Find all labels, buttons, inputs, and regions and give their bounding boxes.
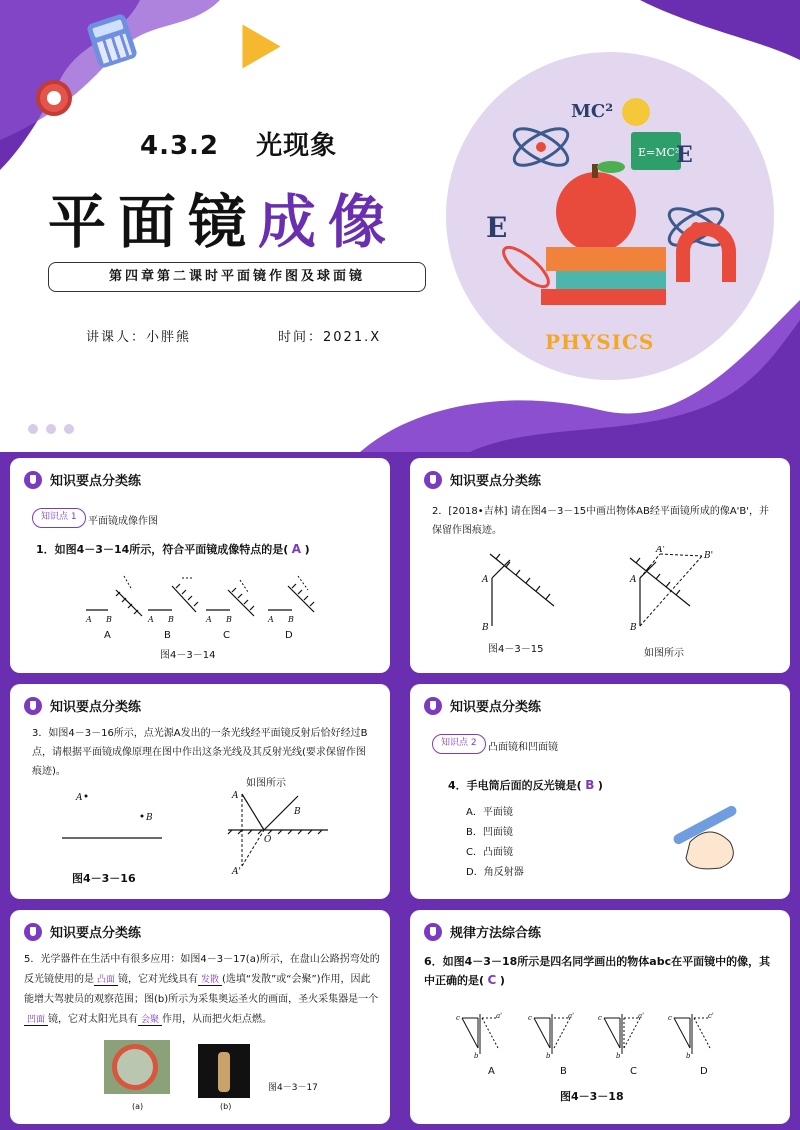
question-end: ) <box>597 779 603 792</box>
option-b: B．凹面镜 <box>466 827 513 838</box>
option-label-a: A <box>488 1066 495 1077</box>
cover-slide <box>0 0 800 452</box>
option-c: C．凸面镜 <box>466 847 513 858</box>
flask-icon <box>24 697 42 715</box>
card-header-label: 知识要点分类练 <box>50 926 142 941</box>
figure-caption: 图4－3－18 <box>560 1090 624 1103</box>
question-text: 4．手电筒后面的反光镜是( <box>448 779 582 792</box>
svg-text:E=MC²: E=MC² <box>638 146 680 159</box>
svg-text:O: O <box>264 835 272 845</box>
convex-mirror-photo <box>104 1040 170 1094</box>
q5-part5: 作用，从而把火炬点燃。 <box>162 1014 273 1025</box>
pager-dots <box>28 424 74 434</box>
question-end: ) <box>499 974 505 987</box>
svg-text:c: c <box>456 1014 460 1022</box>
flask-icon <box>424 923 442 941</box>
torch-photo <box>198 1044 250 1098</box>
svg-text:B: B <box>288 615 294 624</box>
svg-text:b: b <box>616 1052 621 1060</box>
svg-text:A: A <box>232 791 239 801</box>
svg-text:c: c <box>528 1014 532 1022</box>
physics-label: PHYSICS <box>545 330 655 354</box>
pen-hand-icon <box>660 792 750 872</box>
alarm-clock-icon <box>36 80 72 116</box>
svg-text:c: c <box>668 1014 672 1022</box>
fill-3: 凹面 <box>24 1015 48 1026</box>
flask-icon <box>24 471 42 489</box>
photo-label-a: (a) <box>132 1102 144 1111</box>
knowledge-point-desc: 平面镜成像作图 <box>88 516 158 527</box>
card-header <box>424 470 541 489</box>
svg-text:b: b <box>474 1052 479 1060</box>
card-3 <box>10 684 390 899</box>
question-2: 2．[2018•吉林] 请在图4－3－15中画出物体AB经平面镜所成的像A'B'，并保留作图痕迹。 <box>432 506 770 536</box>
option-label-b: B <box>560 1066 567 1077</box>
figure-caption-left: 图4－3－16 <box>72 872 136 885</box>
svg-text:B: B <box>168 615 174 624</box>
knowledge-point-desc: 凸面镜和凹面镜 <box>488 742 558 753</box>
figure-4-3-14 <box>76 570 336 632</box>
card-header <box>24 922 141 941</box>
answer: C <box>487 973 497 987</box>
svg-text:b: b <box>546 1052 551 1060</box>
question-5 <box>24 950 380 1030</box>
svg-text:MC²: MC² <box>571 101 614 122</box>
fill-2: 发散 <box>198 975 222 986</box>
lecturer-label: 讲课人：小胖熊 <box>86 330 192 345</box>
svg-text:A': A' <box>232 867 241 876</box>
photo-label-b: (b) <box>220 1102 232 1111</box>
card-header-label: 知识要点分类练 <box>50 700 142 715</box>
card-header <box>24 470 141 489</box>
option-label-a: A <box>104 630 111 641</box>
svg-text:A: A <box>268 615 274 624</box>
card-4 <box>410 684 790 899</box>
option-label-b: B <box>164 630 171 641</box>
svg-text:A: A <box>148 615 154 624</box>
card-header-label: 规律方法综合练 <box>450 926 542 941</box>
question-end: ) <box>304 543 310 556</box>
svg-text:B: B <box>106 615 112 624</box>
svg-text:B: B <box>226 615 232 624</box>
svg-text:B: B <box>146 813 153 823</box>
option-d: D．角反射器 <box>466 867 524 878</box>
svg-text:B: B <box>294 807 301 817</box>
svg-text:a': a' <box>638 1012 645 1020</box>
subtitle: 第四章第二课时平面镜作图及球面镜 <box>48 262 426 292</box>
option-label-c: C <box>223 630 230 641</box>
q5-part4: 镜，它对太阳光具有 <box>48 1014 139 1025</box>
option-label-c: C <box>630 1066 637 1077</box>
card-2 <box>410 458 790 673</box>
svg-text:A: A <box>76 793 83 803</box>
figure-4-3-18 <box>452 1010 752 1060</box>
flask-icon <box>24 923 42 941</box>
card-header-label: 知识要点分类练 <box>50 474 142 489</box>
main-title <box>48 175 398 259</box>
svg-text:A: A <box>86 615 92 624</box>
question-1 <box>36 540 376 559</box>
card-5 <box>10 910 390 1124</box>
fill-4: 会聚 <box>138 1015 162 1026</box>
main-title-text: 平面镜 <box>48 188 259 256</box>
flask-icon <box>424 471 442 489</box>
svg-text:E: E <box>676 142 693 168</box>
fill-1: 凸面 <box>94 975 118 986</box>
figure-caption: 图4－3－17 <box>268 1083 318 1093</box>
figure-4-3-16 <box>58 786 378 876</box>
option-label-d: D <box>700 1066 708 1077</box>
question-6 <box>424 952 780 990</box>
q5-part3: (选填“发散”或“会聚”)作用，因此能增大驾驶员的观察范围；图(b)所示为采集奥运圣火的画面，圣火采集器是一个 <box>24 974 379 1005</box>
question-text: 1．如图4－3－14所示，符合平面镜成像特点的是( <box>36 543 289 556</box>
q5-part1: 5．光学器件在生活中有很多应用：如图4－3－17(a)所示，在盘山公路拐弯处的反光镜使用的是 <box>24 954 380 985</box>
svg-text:B': B' <box>704 551 714 561</box>
question-3: 3．如图4－3－16所示，点光源A发出的一条光线经平面镜反射后恰好经过B点，请根据平面镜成像原理在图中作出这条光线及其反射光线(要求保留作图痕迹)。 <box>32 728 368 777</box>
knowledge-point-tag: 知识点 2 <box>432 734 486 754</box>
option-a: A．平面镜 <box>466 807 513 818</box>
svg-text:B: B <box>630 623 637 633</box>
question-text: 6．如图4－3－18所示是四名同学画出的物体abc在平面镜中的像，其中正确的是( <box>424 955 771 987</box>
card-header <box>24 696 141 715</box>
flask-icon <box>424 697 442 715</box>
svg-text:A: A <box>630 575 637 585</box>
svg-text:a': a' <box>568 1012 575 1020</box>
svg-text:A: A <box>206 615 212 624</box>
card-header-label: 知识要点分类练 <box>450 474 542 489</box>
svg-text:b: b <box>686 1052 691 1060</box>
knowledge-point-tag: 知识点 1 <box>32 508 86 528</box>
card-header-label: 知识要点分类练 <box>450 700 542 715</box>
svg-text:A': A' <box>656 546 665 555</box>
main-title-highlight: 成像 <box>258 188 399 256</box>
question-4 <box>448 776 688 795</box>
figure-caption-left: 图4－3－15 <box>488 644 544 655</box>
card-header <box>424 696 541 715</box>
option-label-d: D <box>285 630 293 641</box>
time-label: 时间：2021.X <box>278 330 382 345</box>
card-header <box>424 922 541 941</box>
svg-text:c: c <box>598 1014 602 1022</box>
svg-text:E: E <box>486 211 508 244</box>
figure-4-3-15 <box>470 546 770 636</box>
exercise-grid <box>0 452 800 1130</box>
svg-text:B: B <box>482 623 489 633</box>
figure-caption-right: 如图所示 <box>246 778 286 789</box>
answer: B <box>585 778 595 792</box>
card-6 <box>410 910 790 1124</box>
chapter-title: 4.3.2 光现象 <box>140 131 338 161</box>
svg-text:A: A <box>482 575 489 585</box>
svg-text:c': c' <box>708 1012 714 1020</box>
q5-part2: 镜，它对光线具有 <box>118 974 199 985</box>
answer: A <box>291 542 302 556</box>
figure-caption: 图4－3－14 <box>160 650 216 661</box>
svg-text:a': a' <box>496 1012 503 1020</box>
card-1 <box>10 458 390 673</box>
figure-caption-right: 如图所示 <box>644 648 684 659</box>
